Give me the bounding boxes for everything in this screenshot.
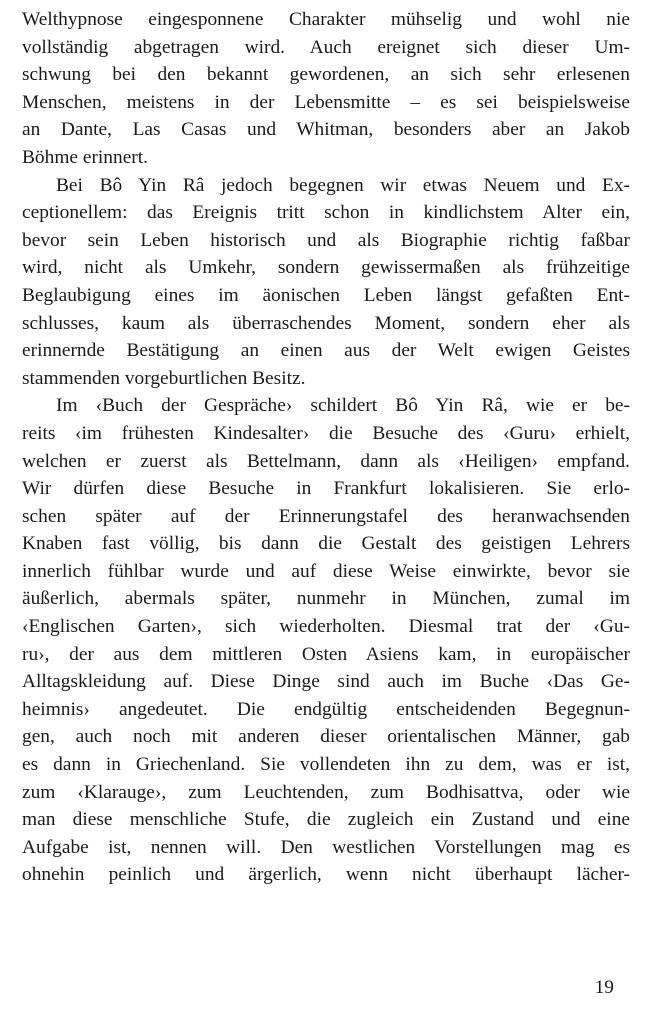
body-text <box>22 6 630 889</box>
text-line: Menschen, meistens in der Lebensmitte – es sei beispielsweise <box>22 91 630 113</box>
text-line: wird, nicht als Umkehr, sondern gewissermaßen als frühzeitige <box>22 257 630 279</box>
text-line: welchen er zuerst als Bettelmann, dann als ‹Heiligen› empfand. <box>22 450 630 472</box>
text-line: gen, auch noch mit anderen dieser orientalischen Männer, gab <box>22 726 630 748</box>
text-line: Aufgabe ist, nennen will. Den westlichen Vorstellungen mag es <box>22 836 630 858</box>
text-line: schwung bei den bekannt gewordenen, an sich sehr erlesenen <box>22 64 630 86</box>
text-line: Im ‹Buch der Gespräche› schildert Bô Yin Râ, wie er be- <box>56 395 630 417</box>
text-line: bevor sein Leben historisch und als Biographie richtig faßbar <box>22 229 630 251</box>
text-line: schlusses, kaum als überraschendes Moment, sondern eher als <box>22 312 630 334</box>
text-line: Bei Bô Yin Râ jedoch begegnen wir etwas Neuem und Ex- <box>56 174 630 196</box>
text-line: ceptionellem: das Ereignis tritt schon in kindlichstem Alter ein, <box>22 202 630 224</box>
text-line: vollständig abgetragen wird. Auch ereignet sich dieser Um- <box>22 36 630 58</box>
text-line: zum ‹Klarauge›, zum Leuchtenden, zum Bodhisattva, oder wie <box>22 781 630 803</box>
text-line: äußerlich, abermals später, nunmehr in München, zumal im <box>22 588 630 610</box>
text-line: erinnernde Bestätigung an einen aus der Welt ewigen Geistes <box>22 340 630 362</box>
paragraph <box>22 392 630 889</box>
text-line: Knaben fast völlig, bis dann die Gestalt des geistigen Lehrers <box>22 533 630 555</box>
text-line: Beglaubigung eines im äonischen Leben längst gefaßten Ent- <box>22 284 630 306</box>
text-line: ru›, der aus dem mittleren Osten Asiens kam, in europäischer <box>22 643 630 665</box>
text-line: Böhme erinnert. <box>22 146 149 168</box>
paragraph <box>22 6 630 172</box>
text-line: Alltagskleidung auf. Diese Dinge sind auch im Buche ‹Das Ge- <box>22 671 630 693</box>
text-line: es dann in Griechenland. Sie vollendeten ihn zu dem, was er ist, <box>22 754 630 776</box>
text-line: stammenden vorgeburtlichen Besitz. <box>22 367 306 389</box>
page-number: 19 <box>594 977 614 998</box>
text-line: innerlich fühlbar wurde und auf diese Weise einwirkte, bevor sie <box>22 560 630 582</box>
text-line: heimnis› angedeutet. Die endgültig entscheidenden Begegnun- <box>22 698 630 720</box>
text-line: an Dante, Las Casas und Whitman, besonders aber an Jakob <box>22 119 630 141</box>
text-line: reits ‹im frühesten Kindesalter› die Besuche des ‹Guru› erhielt, <box>22 422 630 444</box>
paragraph <box>22 172 630 393</box>
text-line: man diese menschliche Stufe, die zugleich ein Zustand und eine <box>22 809 630 831</box>
text-line: schen später auf der Erinnerungstafel des heranwachsenden <box>22 505 630 527</box>
text-line: ohnehin peinlich und ärgerlich, wenn nicht überhaupt lächer- <box>22 864 630 886</box>
text-line: Wir dürfen diese Besuche in Frankfurt lokalisieren. Sie erlo- <box>22 478 630 500</box>
text-line: Welthypnose eingesponnene Charakter mühselig und wohl nie <box>22 9 630 30</box>
text-line: ‹Englischen Garten›, sich wiederholten. Diesmal trat der ‹Gu- <box>22 616 630 638</box>
